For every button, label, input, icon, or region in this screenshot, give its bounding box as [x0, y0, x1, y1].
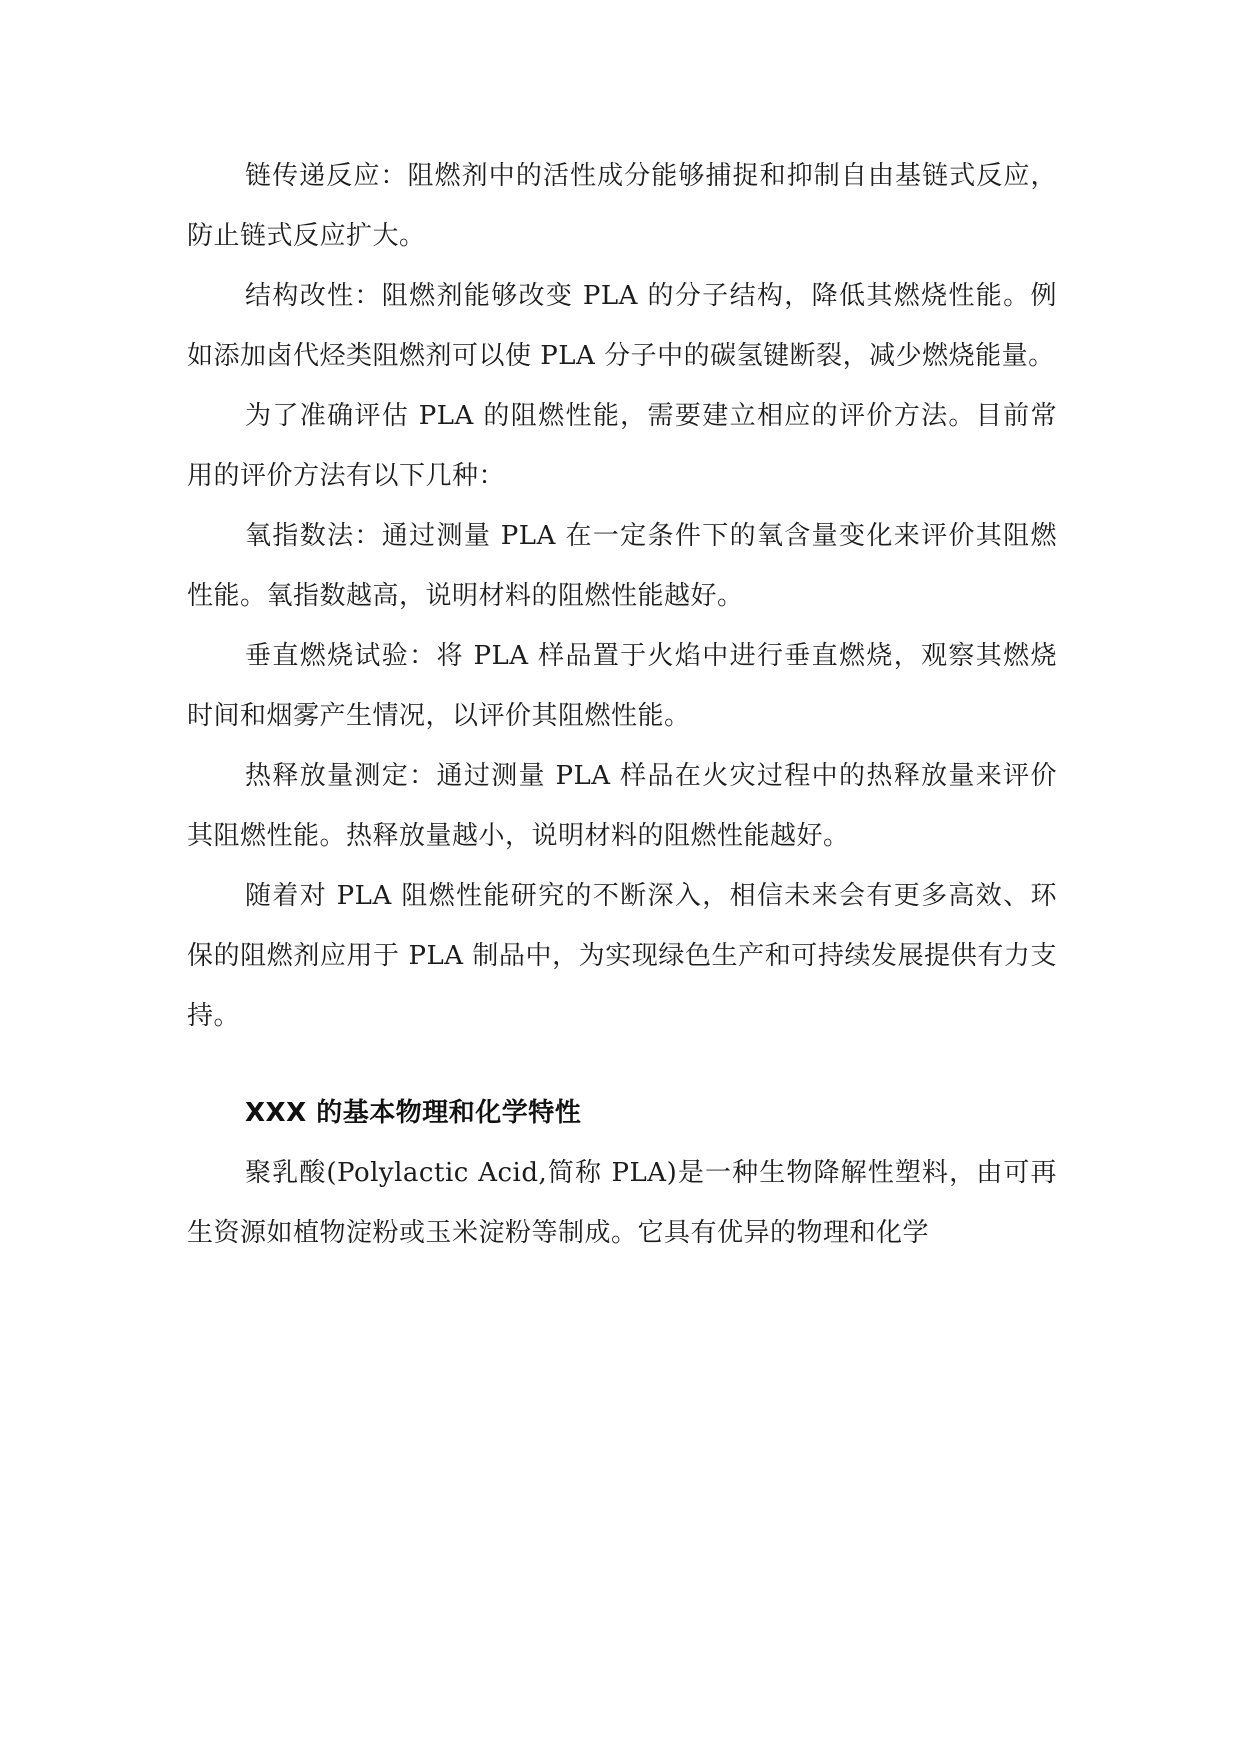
paragraph-pla-introduction: 聚乳酸(Polylactic Acid,简称 PLA)是一种生物降解性塑料，由可再生资源如植物淀粉或玉米淀粉等制成。它具有优异的物理和化学 — [187, 1158, 1057, 1248]
paragraph-heat-release: 热释放量测定：通过测量 PLA 样品在火灾过程中的热释放量来评价其阻燃性能。热释放量越小，说明材料的阻燃性能越好。 — [187, 761, 1057, 851]
paragraph-chain-reaction: 链传递反应：阻燃剂中的活性成分能够捕捉和抑制自由基链式反应，防止链式反应扩大。 — [187, 161, 1057, 251]
paragraph-oxygen-index: 氧指数法：通过测量 PLA 在一定条件下的氧含量变化来评价其阻燃性能。氧指数越高，说明材料的阻燃性能越好。 — [187, 521, 1057, 611]
paragraph-evaluation-methods-intro: 为了准确评估 PLA 的阻燃性能，需要建立相应的评价方法。目前常用的评价方法有以下几种： — [187, 401, 1057, 491]
paragraph-structure-modification: 结构改性：阻燃剂能够改变 PLA 的分子结构，降低其燃烧性能。例如添加卤代烃类阻燃剂可以使 PLA 分子中的碳氢键断裂，减少燃烧能量。 — [187, 281, 1057, 371]
document-body — [187, 146, 1057, 1263]
paragraph-vertical-burning-test: 垂直燃烧试验：将 PLA 样品置于火焰中进行垂直燃烧，观察其燃烧时间和烟雾产生情况，以评价其阻燃性能。 — [187, 641, 1057, 731]
section-heading: XXX 的基本物理和化学特性 — [245, 1098, 582, 1128]
paragraph-outlook: 随着对 PLA 阻燃性能研究的不断深入，相信未来会有更多高效、环保的阻燃剂应用于 PLA 制品中，为实现绿色生产和可持续发展提供有力支持。 — [187, 881, 1057, 1031]
